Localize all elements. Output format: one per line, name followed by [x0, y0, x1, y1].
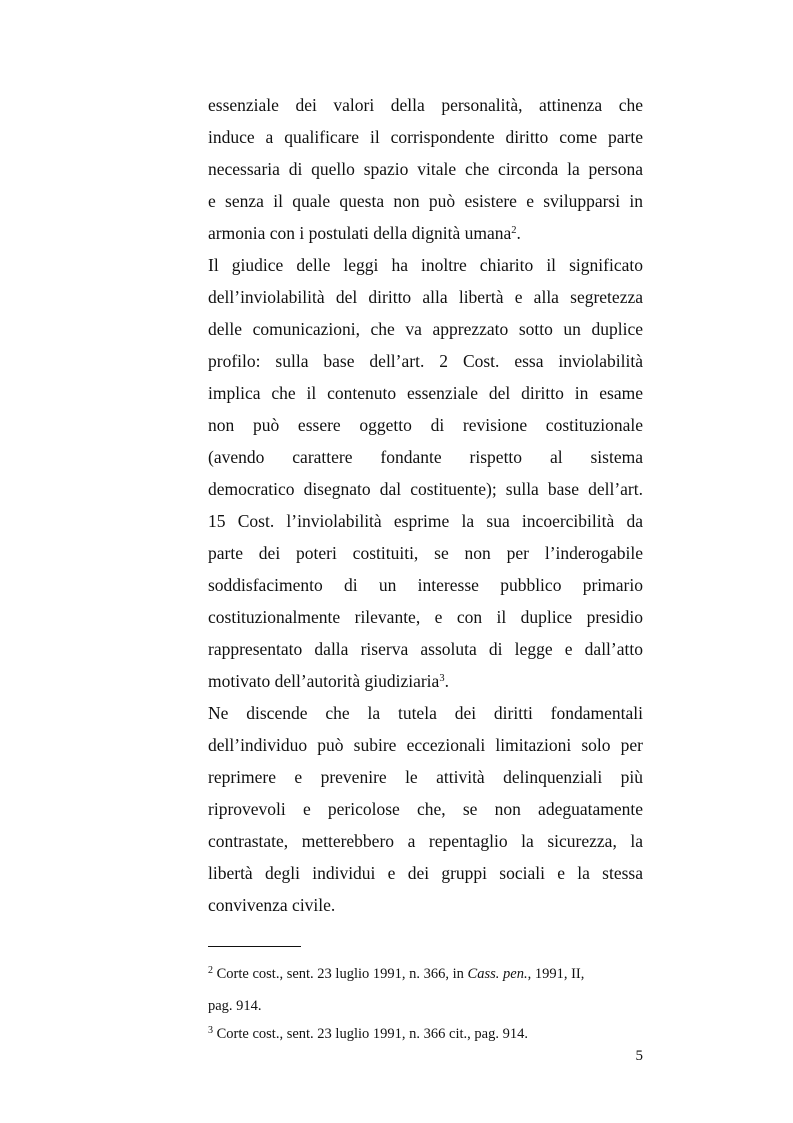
- body-line-5-text: armonia con i postulati della dignità umana: [208, 223, 512, 243]
- body-line-20: Ne discende che la tutela dei diritti fondamentali: [208, 703, 643, 723]
- body-line-24: contrastate, metterebbero a repentaglio la sicurezza, la: [208, 831, 643, 851]
- body-line-14: 15 Cost. l’inviolabilità esprime la sua incoercibilità da: [208, 511, 643, 531]
- body-line-5: [208, 221, 643, 245]
- body-line-13: democratico disegnato dal costituente); sulla base dell’art.: [208, 479, 643, 499]
- body-line-5-period: .: [516, 223, 521, 243]
- body-line-19-text: motivato dell’autorità giudiziaria: [208, 671, 440, 691]
- body-line-6: Il giudice delle leggi ha inoltre chiarito il significato: [208, 255, 643, 275]
- footnote-3-text: Corte cost., sent. 23 luglio 1991, n. 366 cit., pag. 914.: [213, 1026, 528, 1042]
- footnote-3-marker: 3: [208, 1025, 213, 1036]
- body-line-19: [208, 669, 643, 693]
- body-line-12: (avendo carattere fondante rispetto al sistema: [208, 447, 643, 467]
- footnote-2-marker: 2: [208, 965, 213, 976]
- body-line-4: e senza il quale questa non può esistere e svilupparsi in: [208, 191, 643, 211]
- footnote-separator: [208, 946, 301, 947]
- body-line-2: induce a qualificare il corrispondente diritto come parte: [208, 127, 643, 147]
- body-line-3: necessaria di quello spazio vitale che circonda la persona: [208, 159, 643, 179]
- page-number: 5: [635, 1048, 643, 1064]
- footnote-2-text-a: Corte cost., sent. 23 luglio 1991, n. 366, in: [213, 966, 468, 982]
- body-line-21: dell’individuo può subire eccezionali limitazioni solo per: [208, 735, 643, 755]
- body-line-25: libertà degli individui e dei gruppi sociali e la stessa: [208, 863, 643, 883]
- footnote-ref-2: 2: [511, 225, 517, 236]
- body-line-11: non può essere oggetto di revisione costituzionale: [208, 415, 643, 435]
- body-line-16: soddisfacimento di un interesse pubblico primario: [208, 575, 643, 595]
- body-line-1: essenziale dei valori della personalità, attinenza che: [208, 95, 643, 115]
- footnote-3: [208, 1024, 643, 1044]
- body-line-23: riprovevoli e pericolose che, se non adeguatamente: [208, 799, 643, 819]
- body-line-15: parte dei poteri costituiti, se non per l’inderogabile: [208, 543, 643, 563]
- body-line-8: delle comunicazioni, che va apprezzato sotto un duplice: [208, 319, 643, 339]
- body-line-17: costituzionalmente rilevante, e con il duplice presidio: [208, 607, 643, 627]
- body-line-26: convivenza civile.: [208, 895, 336, 915]
- body-line-22: reprimere e prevenire le attività delinquenziali più: [208, 767, 643, 787]
- footnote-2-continuation: pag. 914.: [208, 998, 262, 1014]
- body-line-9: profilo: sulla base dell’art. 2 Cost. essa inviolabilità: [208, 351, 643, 371]
- footnote-2: [208, 964, 643, 984]
- body-line-18: rappresentato dalla riserva assoluta di legge e dall’atto: [208, 639, 643, 659]
- body-line-19-period: .: [444, 671, 449, 691]
- body-line-10: implica che il contenuto essenziale del diritto in esame: [208, 383, 643, 403]
- footnote-2-text-b: , 1991, II,: [527, 966, 585, 982]
- footnote-ref-3: 3: [439, 673, 445, 684]
- body-line-7: dell’inviolabilità del diritto alla libertà e alla segretezza: [208, 287, 643, 307]
- footnote-2-journal: Cass. pen.: [467, 966, 528, 982]
